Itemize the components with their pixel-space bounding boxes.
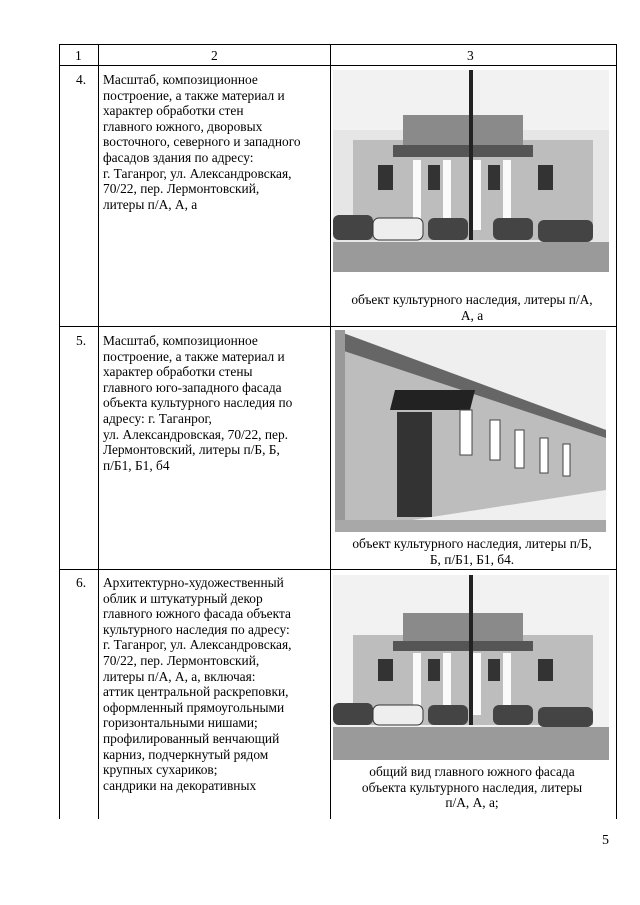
table-right-border	[616, 44, 617, 819]
row-description: Архитектурно-художественный облик и штукатурный декор главного южного фасада объекта культурного наследия по адресу: г. Таганрог, ул. Александровская, 70/22, пер. Лермонтовский, литеры п/А, А, а, включая: аттик центральной раскреповки, оформленный прямоугольными горизонтальными нишами; профилированный венчающий карниз, подчеркнутый рядом крупных сухариков; сандрики на декоративных	[103, 575, 292, 793]
building-southwest-facade-photo	[335, 330, 606, 532]
photo-caption: общий вид главного южного фасада объекта культурного наследия, литеры п/А, А, а;	[361, 764, 583, 811]
row-divider	[59, 569, 617, 570]
table-left-border	[59, 44, 60, 819]
header-col-1: 1	[75, 48, 82, 63]
header-col-3: 3	[467, 48, 474, 63]
row-number: 6.	[76, 575, 87, 590]
row-description: Масштаб, композиционное построение, а также материал и характер обработки стен главного южного, дворовых восточного, северного и западного фасадов здания по адресу: г. Таганрог, ул. Александровская, 70/22, пер. Лермонтовский, литеры п/А, А, а	[103, 72, 301, 212]
table-top-border	[59, 44, 617, 45]
row-description: Масштаб, композиционное построение, а также материал и характер обработки стены главного юго-западного фасада объекта культурного наследия по адресу: г. Таганрог, ул. Александровская, 70/22, пер. Лермонтовский, литеры п/Б, Б, п/Б1, Б1, б4	[103, 333, 293, 473]
row-number: 5.	[76, 333, 87, 348]
photo-caption: объект культурного наследия, литеры п/А, А, а	[351, 292, 593, 323]
building-south-facade-photo	[333, 70, 609, 272]
column-divider-1	[98, 44, 99, 819]
building-general-view-photo	[333, 575, 609, 760]
photo-caption: объект культурного наследия, литеры п/Б, Б, п/Б1, Б1, б4.	[352, 536, 592, 567]
header-bottom-border	[59, 65, 617, 66]
header-col-2: 2	[211, 48, 218, 63]
page-number: 5	[602, 833, 609, 848]
row-divider	[59, 326, 617, 327]
row-number: 4.	[76, 72, 87, 87]
